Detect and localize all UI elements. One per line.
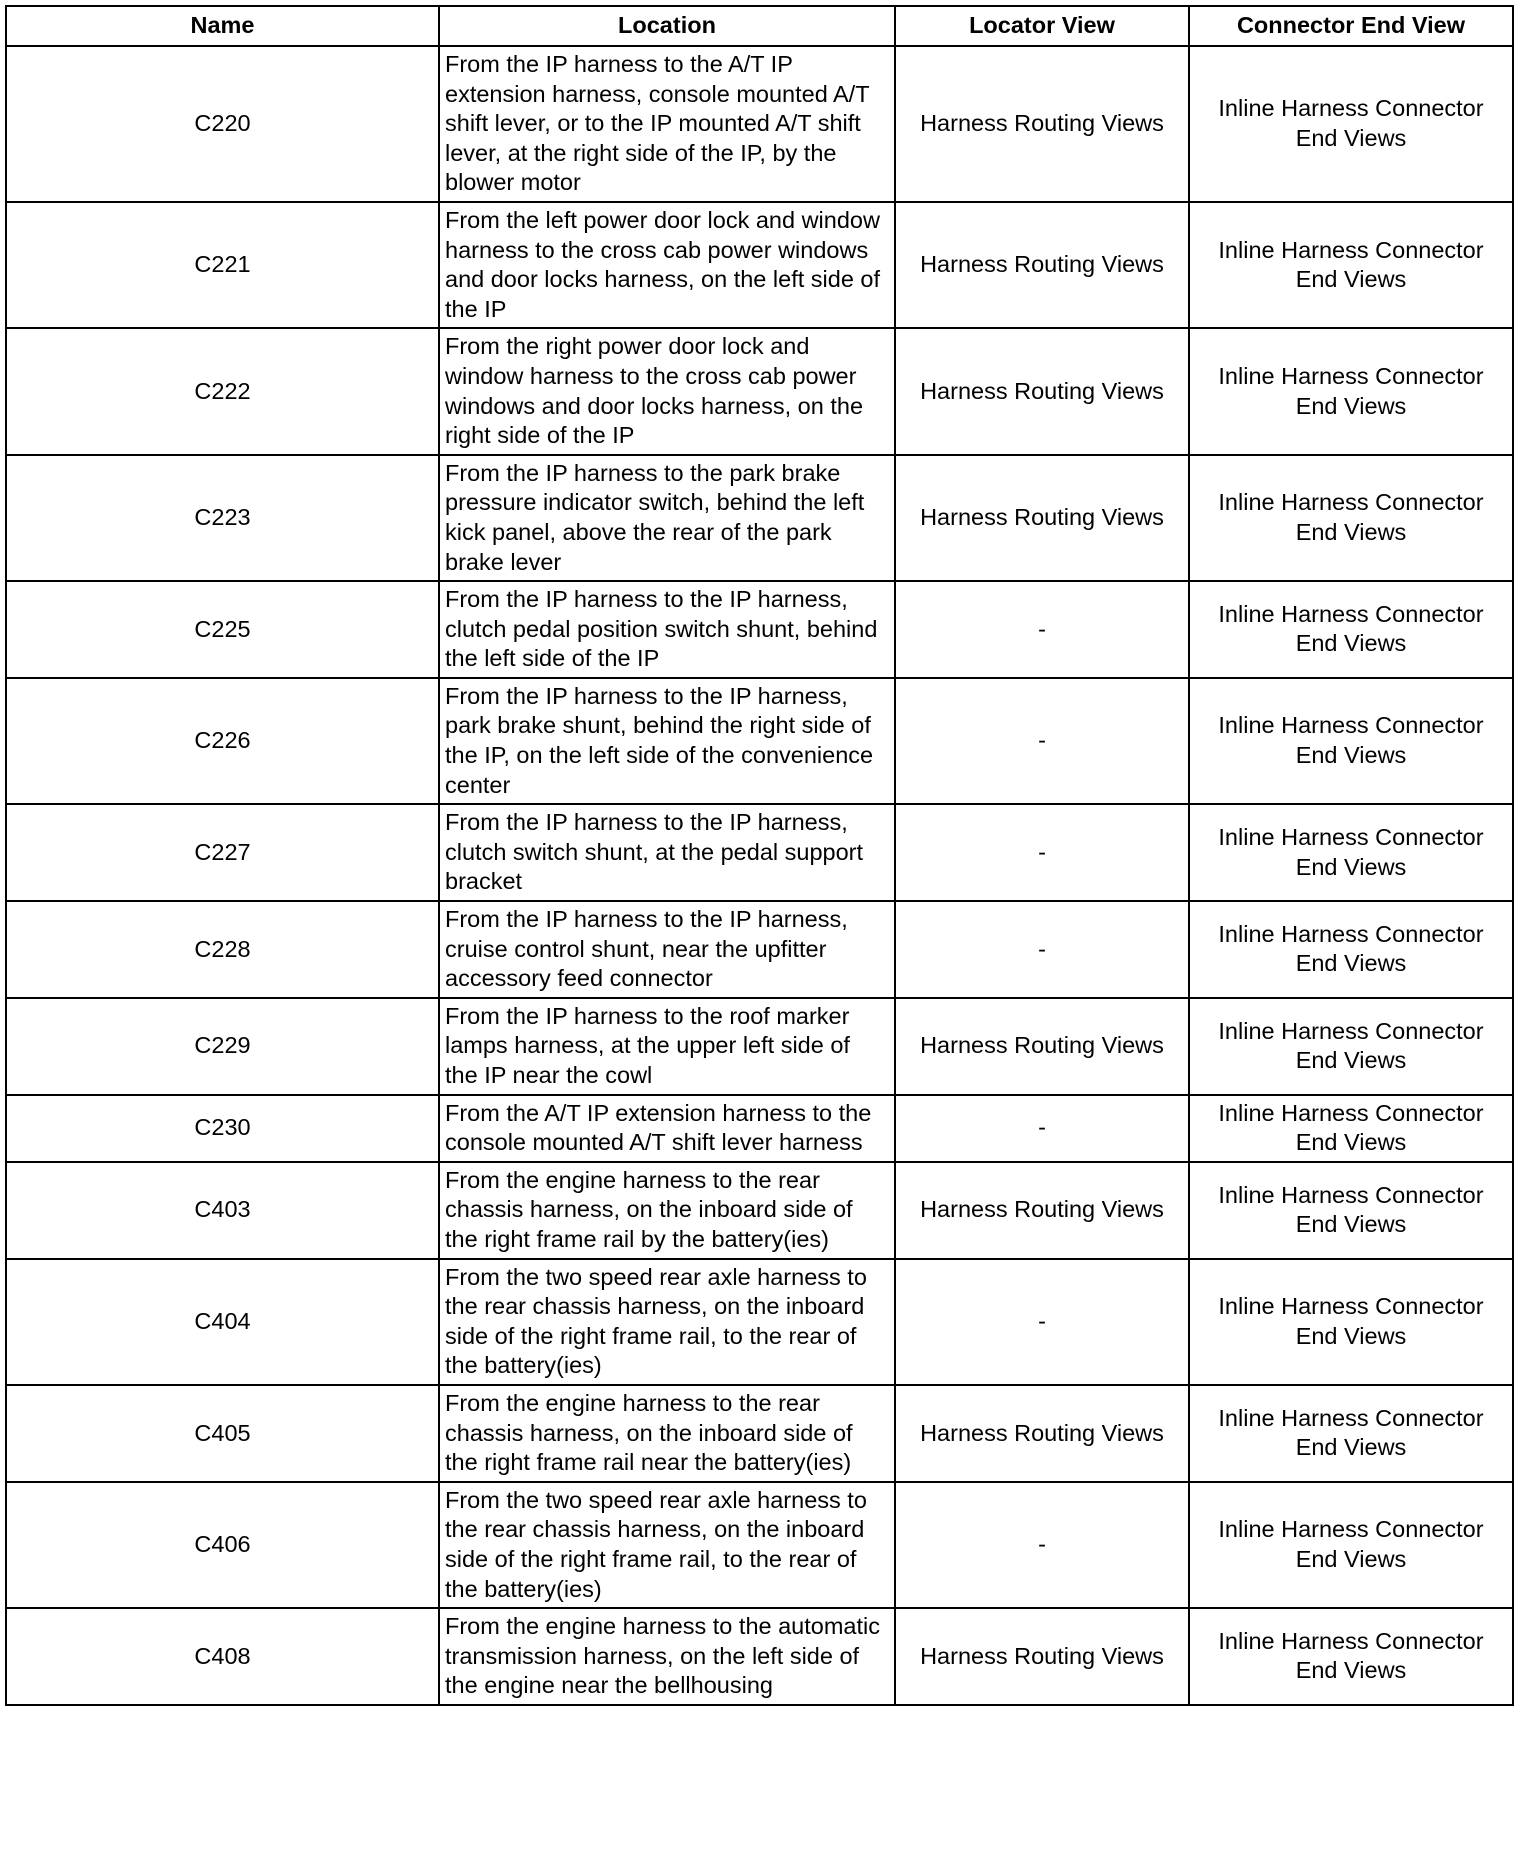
cell-location: From the engine harness to the rear chassis harness, on the inboard side of the right frame rail near the battery(ies) (439, 1385, 895, 1482)
cell-location: From the two speed rear axle harness to the rear chassis harness, on the inboard side of the right frame rail, to the rear of the battery(ies) (439, 1482, 895, 1608)
table-row (6, 998, 1513, 1095)
cell-location: From the IP harness to the roof marker lamps harness, at the upper left side of the IP near the cowl (439, 998, 895, 1095)
table-row (6, 1385, 1513, 1482)
connector-table-container (5, 5, 1514, 1706)
cell-name: C406 (6, 1482, 439, 1608)
cell-name: C404 (6, 1259, 439, 1385)
cell-locator-view: - (895, 1482, 1189, 1608)
table-row (6, 804, 1513, 901)
cell-name: C223 (6, 455, 439, 581)
cell-location: From the IP harness to the IP harness, clutch switch shunt, at the pedal support bracket (439, 804, 895, 901)
header-locator-view: Locator View (895, 6, 1189, 46)
cell-name: C221 (6, 202, 439, 328)
cell-name: C228 (6, 901, 439, 998)
cell-locator-view: Harness Routing Views (895, 328, 1189, 454)
cell-connector-end-view: Inline Harness Connector End Views (1189, 202, 1513, 328)
cell-locator-view: - (895, 804, 1189, 901)
cell-location: From the two speed rear axle harness to the rear chassis harness, on the inboard side of the right frame rail, to the rear of the battery(ies) (439, 1259, 895, 1385)
cell-connector-end-view: Inline Harness Connector End Views (1189, 328, 1513, 454)
cell-locator-view: Harness Routing Views (895, 998, 1189, 1095)
cell-name: C225 (6, 581, 439, 678)
cell-connector-end-view: Inline Harness Connector End Views (1189, 1095, 1513, 1162)
cell-connector-end-view: Inline Harness Connector End Views (1189, 804, 1513, 901)
cell-locator-view: Harness Routing Views (895, 455, 1189, 581)
cell-location: From the IP harness to the park brake pressure indicator switch, behind the left kick panel, above the rear of the park brake lever (439, 455, 895, 581)
cell-name: C403 (6, 1162, 439, 1259)
cell-connector-end-view: Inline Harness Connector End Views (1189, 678, 1513, 804)
cell-location: From the right power door lock and window harness to the cross cab power windows and door locks harness, on the right side of the IP (439, 328, 895, 454)
cell-connector-end-view: Inline Harness Connector End Views (1189, 46, 1513, 202)
header-location: Location (439, 6, 895, 46)
cell-locator-view: Harness Routing Views (895, 1385, 1189, 1482)
table-row (6, 1259, 1513, 1385)
cell-locator-view: Harness Routing Views (895, 202, 1189, 328)
cell-location: From the IP harness to the IP harness, cruise control shunt, near the upfitter accessory feed connector (439, 901, 895, 998)
cell-connector-end-view: Inline Harness Connector End Views (1189, 1162, 1513, 1259)
cell-connector-end-view: Inline Harness Connector End Views (1189, 1482, 1513, 1608)
cell-locator-view: - (895, 1095, 1189, 1162)
table-row (6, 678, 1513, 804)
cell-name: C226 (6, 678, 439, 804)
cell-location: From the IP harness to the IP harness, clutch pedal position switch shunt, behind the left side of the IP (439, 581, 895, 678)
cell-location: From the engine harness to the rear chassis harness, on the inboard side of the right frame rail by the battery(ies) (439, 1162, 895, 1259)
header-name: Name (6, 6, 439, 46)
cell-location: From the IP harness to the IP harness, park brake shunt, behind the right side of the IP, on the left side of the convenience center (439, 678, 895, 804)
table-row (6, 455, 1513, 581)
table-row (6, 1095, 1513, 1162)
cell-name: C227 (6, 804, 439, 901)
cell-connector-end-view: Inline Harness Connector End Views (1189, 1385, 1513, 1482)
cell-connector-end-view: Inline Harness Connector End Views (1189, 901, 1513, 998)
cell-name: C230 (6, 1095, 439, 1162)
table-row (6, 901, 1513, 998)
cell-connector-end-view: Inline Harness Connector End Views (1189, 1608, 1513, 1705)
cell-locator-view: Harness Routing Views (895, 46, 1189, 202)
cell-location: From the engine harness to the automatic transmission harness, on the left side of the engine near the bellhousing (439, 1608, 895, 1705)
cell-location: From the left power door lock and window harness to the cross cab power windows and door locks harness, on the left side of the IP (439, 202, 895, 328)
cell-connector-end-view: Inline Harness Connector End Views (1189, 581, 1513, 678)
cell-connector-end-view: Inline Harness Connector End Views (1189, 1259, 1513, 1385)
cell-location: From the A/T IP extension harness to the console mounted A/T shift lever harness (439, 1095, 895, 1162)
table-header-row (6, 6, 1513, 46)
table-row (6, 202, 1513, 328)
cell-locator-view: - (895, 678, 1189, 804)
cell-name: C220 (6, 46, 439, 202)
cell-name: C222 (6, 328, 439, 454)
cell-locator-view: Harness Routing Views (895, 1608, 1189, 1705)
cell-location: From the IP harness to the A/T IP extension harness, console mounted A/T shift lever, or to the IP mounted A/T shift lever, at the right side of the IP, by the blower motor (439, 46, 895, 202)
table-row (6, 1482, 1513, 1608)
cell-locator-view: Harness Routing Views (895, 1162, 1189, 1259)
cell-name: C229 (6, 998, 439, 1095)
header-connector-end-view: Connector End View (1189, 6, 1513, 46)
table-row (6, 1608, 1513, 1705)
connector-table (5, 5, 1514, 1706)
cell-name: C405 (6, 1385, 439, 1482)
table-row (6, 328, 1513, 454)
cell-locator-view: - (895, 1259, 1189, 1385)
cell-connector-end-view: Inline Harness Connector End Views (1189, 998, 1513, 1095)
table-row (6, 581, 1513, 678)
cell-connector-end-view: Inline Harness Connector End Views (1189, 455, 1513, 581)
table-row (6, 46, 1513, 202)
cell-locator-view: - (895, 581, 1189, 678)
cell-locator-view: - (895, 901, 1189, 998)
table-row (6, 1162, 1513, 1259)
cell-name: C408 (6, 1608, 439, 1705)
